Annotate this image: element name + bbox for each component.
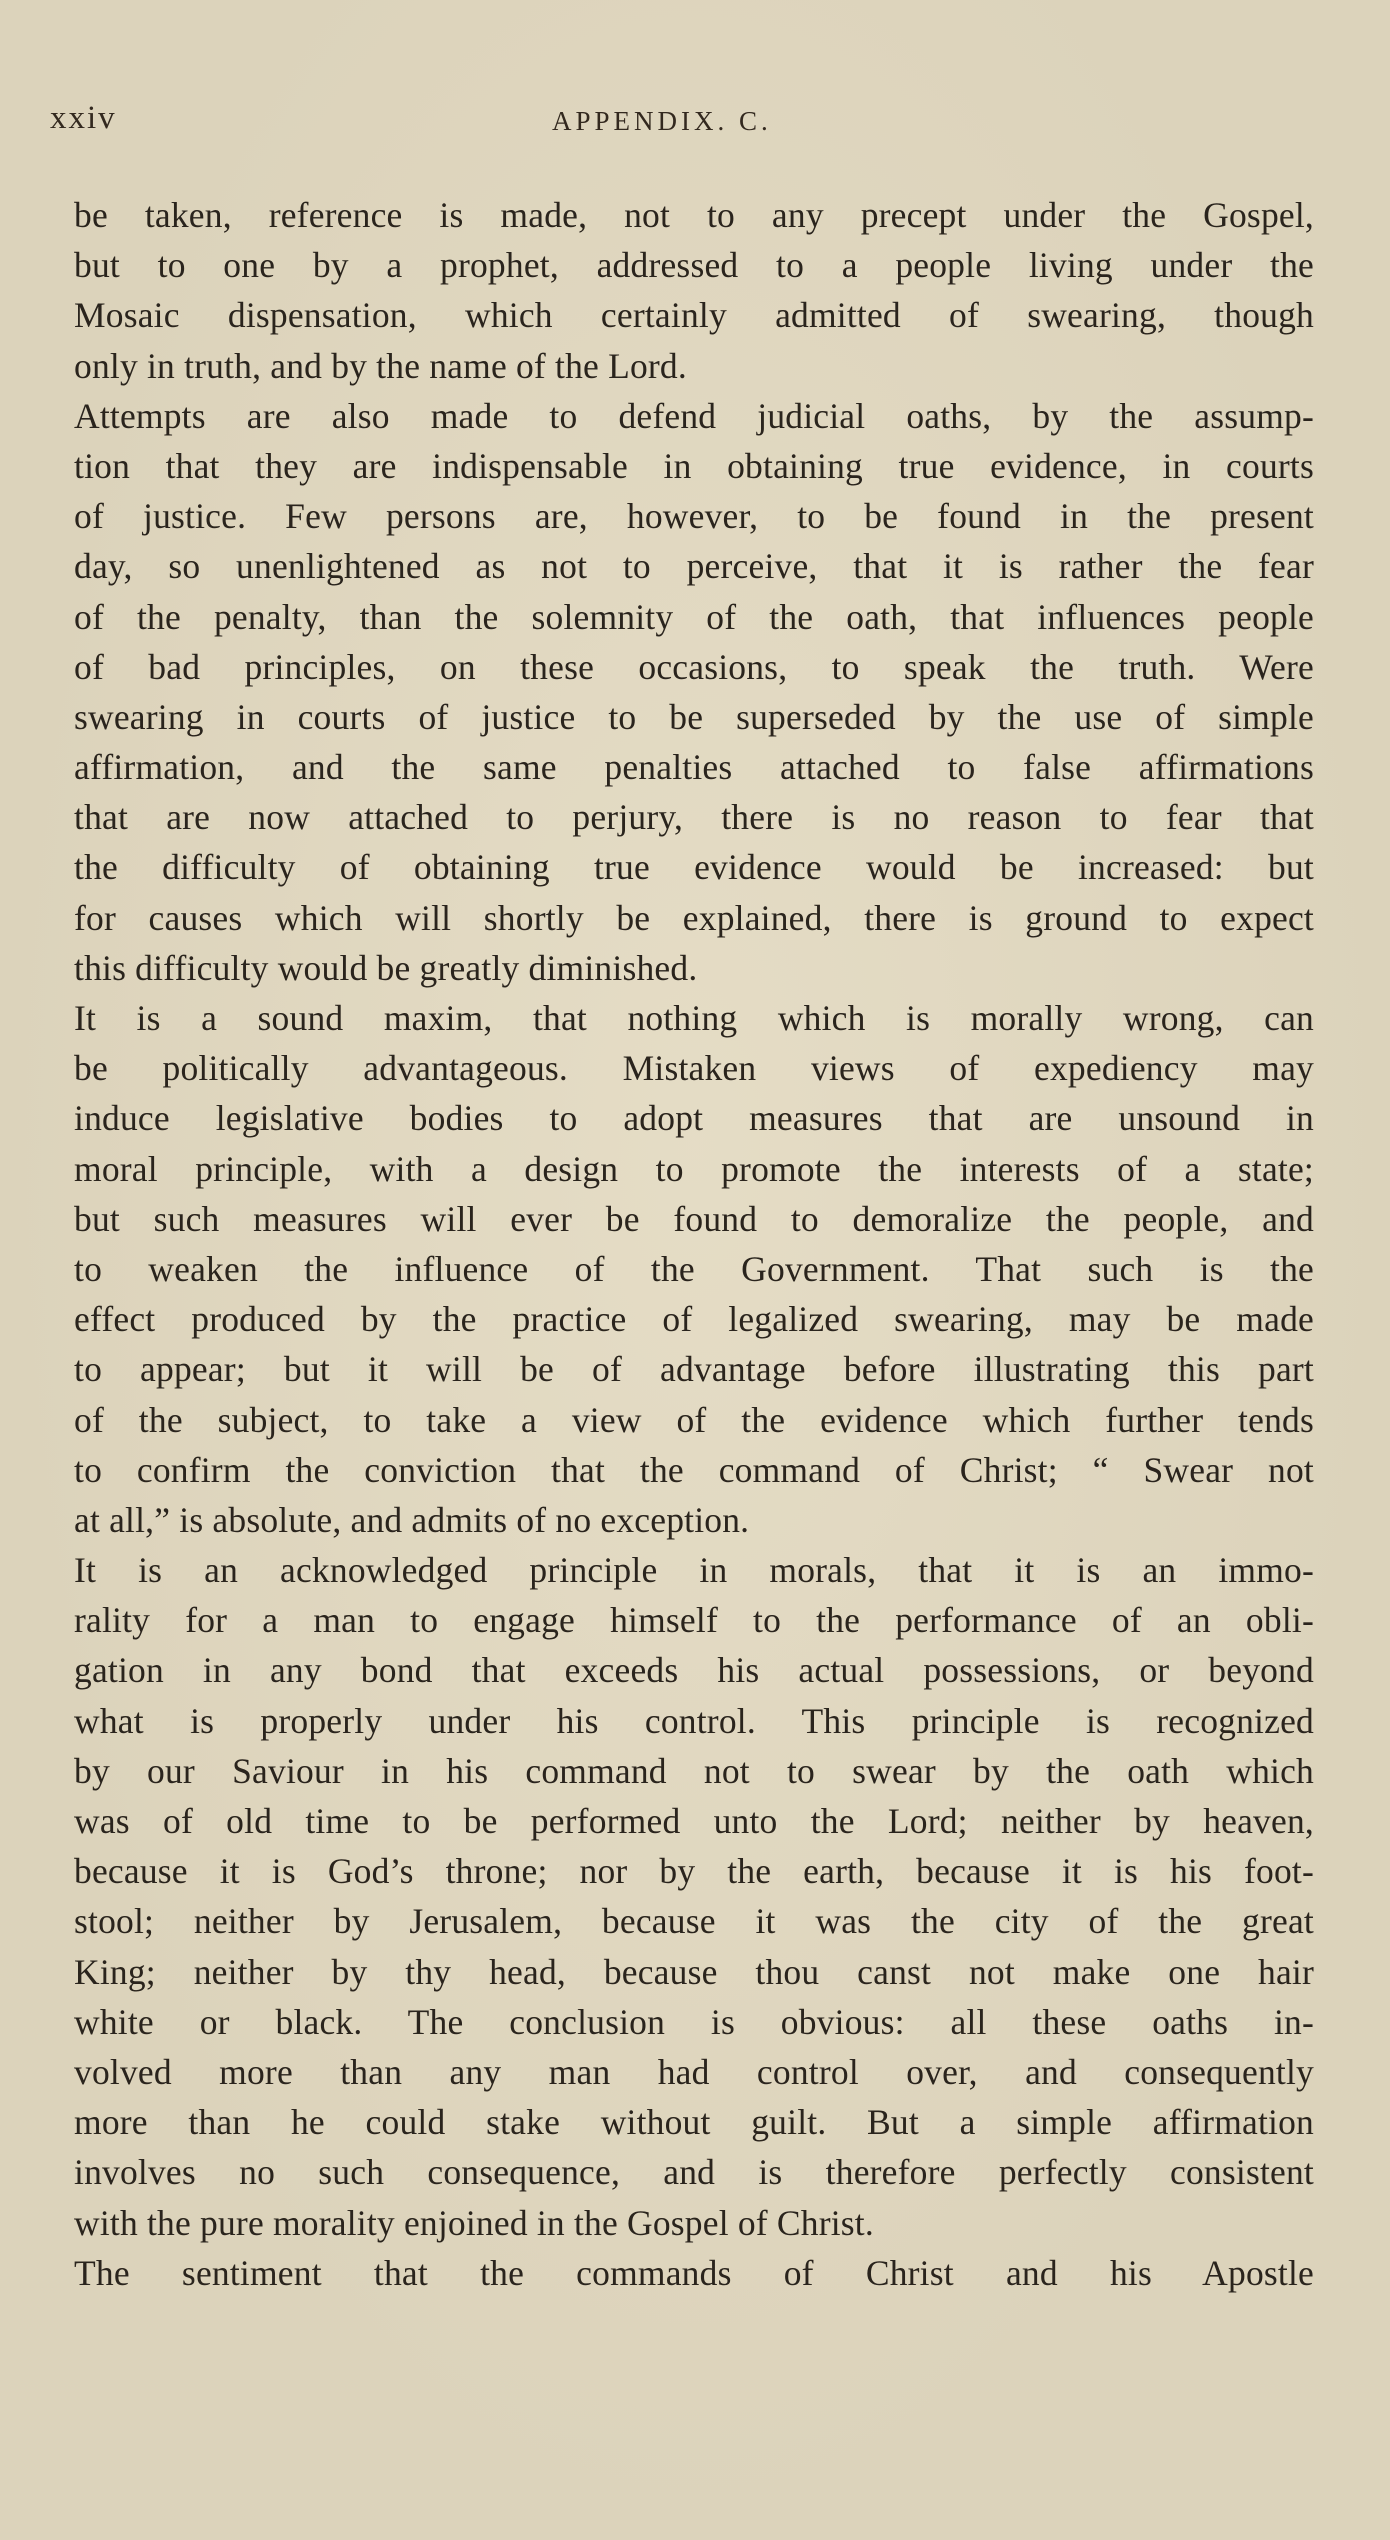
text-line: at all,” is absolute, and admits of no exception.: [74, 1499, 750, 1540]
page-header: [0, 100, 1390, 150]
text-line: only in truth, and by the name of the Lord.: [74, 345, 687, 386]
text-line: be taken, reference is made, not to any precept under the Gospel,: [74, 195, 1314, 235]
text-line: because it is God’s throne; nor by the earth, because it is his foot-: [74, 1851, 1314, 1892]
text-line: affirmation, and the same penalties attached to false affirmations: [74, 747, 1314, 788]
text-line: that are now attached to perjury, there is no reason to fear that: [74, 797, 1314, 838]
text-line: rality for a man to engage himself to the performance of an obli-: [74, 1600, 1314, 1641]
running-title: APPENDIX. C.: [552, 106, 772, 136]
text-line: It is a sound maxim, that nothing which is morally wrong, can: [74, 998, 1314, 1038]
text-line: gation in any bond that exceeds his actual possessions, or beyond: [74, 1650, 1314, 1691]
text-line: of justice. Few persons are, however, to be found in the present: [74, 496, 1314, 537]
text-line: by our Saviour in his command not to swear by the oath which: [74, 1750, 1314, 1791]
text-line: for causes which will shortly be explained, there is ground to expect: [74, 897, 1314, 938]
text-line: swearing in courts of justice to be superseded by the use of simple: [74, 696, 1314, 737]
text-line: but to one by a prophet, addressed to a people living under the: [74, 245, 1314, 286]
text-line: moral principle, with a design to promote the interests of a state;: [74, 1148, 1314, 1189]
text-line: volved more than any man had control over, and consequently: [74, 2051, 1314, 2092]
text-line: more than he could stake without guilt. But a simple affirmation: [74, 2102, 1314, 2143]
text-line: induce legislative bodies to adopt measures that are unsound in: [74, 1098, 1314, 1139]
text-line: with the pure morality enjoined in the Gospel of Christ.: [74, 2202, 874, 2243]
text-line: of bad principles, on these occasions, to speak the truth. Were: [74, 646, 1314, 687]
text-line: of the penalty, than the solemnity of the oath, that influences people: [74, 596, 1314, 637]
text-line: to appear; but it will be of advantage before illustrating this part: [74, 1349, 1314, 1390]
text-line: effect produced by the practice of legalized swearing, may be made: [74, 1299, 1314, 1340]
text-line: Attempts are also made to defend judicial oaths, by the assump-: [74, 395, 1314, 436]
text-line: to confirm the conviction that the command of Christ; “ Swear not: [74, 1449, 1314, 1490]
body-text: [74, 190, 1314, 2298]
text-line: what is properly under his control. This principle is recognized: [74, 1700, 1314, 1741]
text-line: but such measures will ever be found to demoralize the people, and: [74, 1198, 1314, 1239]
text-line: to weaken the influence of the Government. That such is the: [74, 1248, 1314, 1289]
text-line: the difficulty of obtaining true evidence would be increased: but: [74, 847, 1314, 888]
text-line: tion that they are indispensable in obtaining true evidence, in courts: [74, 445, 1314, 486]
text-line: involves no such consequence, and is therefore perfectly consistent: [74, 2152, 1314, 2193]
text-line: It is an acknowledged principle in morals, that it is an immo-: [74, 1550, 1314, 1591]
text-line: of the subject, to take a view of the evidence which further tends: [74, 1399, 1314, 1440]
text-line: was of old time to be performed unto the Lord; neither by heaven,: [74, 1801, 1314, 1841]
text-line: King; neither by thy head, because thou canst not make one hair: [74, 1951, 1314, 1992]
text-line: Mosaic dispensation, which certainly admitted of swearing, though: [74, 295, 1314, 336]
page-number: xxiv: [50, 100, 117, 136]
text-line: be politically advantageous. Mistaken views of expediency may: [74, 1048, 1314, 1089]
text-line: The sentiment that the commands of Christ and his Apostle: [74, 2252, 1314, 2293]
text-line: this difficulty would be greatly diminished.: [74, 947, 698, 988]
text-line: white or black. The conclusion is obvious: all these oaths in-: [74, 2001, 1314, 2042]
text-line: day, so unenlightened as not to perceive, that it is rather the fear: [74, 546, 1314, 587]
text-line: stool; neither by Jerusalem, because it was the city of the great: [74, 1901, 1314, 1942]
